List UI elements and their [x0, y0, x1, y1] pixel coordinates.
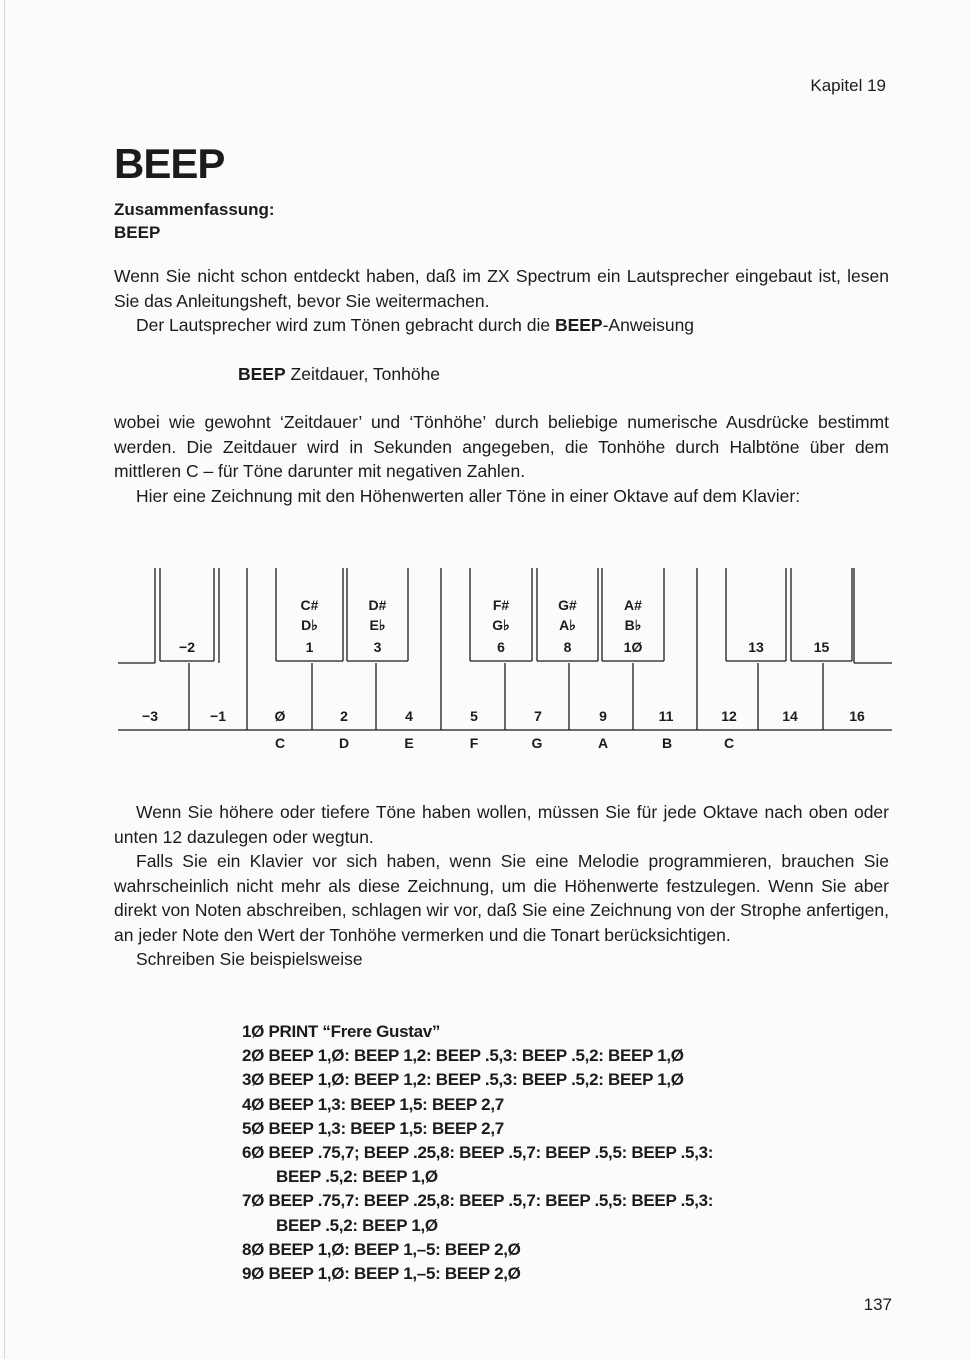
intro-paragraph-1: Wenn Sie nicht schon entdeckt haben, daß im ZX Spectrum ein Lautsprecher eingebaut ist, lesen Sie das Anleitungsheft, bevor Sie weitermachen.: [114, 266, 889, 311]
after-paragraph-1: Wenn Sie höhere oder tiefere Töne haben wollen, müssen Sie für jede Oktave nach oben oder unten 12 dazulegen oder wegtun.: [114, 802, 889, 847]
program-line-continuation: BEEP .5,2: BEEP 1,Ø: [276, 1215, 438, 1235]
black-key-value: 15: [813, 639, 830, 655]
sharp-label: C#: [300, 597, 319, 613]
white-key-value: −3: [142, 708, 158, 724]
black-key: [276, 568, 343, 661]
note-name: F: [469, 735, 479, 751]
after-paragraph-2: Falls Sie ein Klavier vor sich haben, wenn Sie eine Melodie programmieren, brauchen Sie wahrscheinlich nicht mehr als diese Zeichnung, um die Höhenwerte festzulegen. Wenn Sie aber direkt von Noten abschreiben, schlagen wir vor, daß Sie eine Zeichnung von der Strophe anfertigen, an jeder Note den Wert der Tonhöhe vermerken und die Tonart berücksichtigen.: [114, 851, 889, 945]
explanation-paragraph-2: Hier eine Zeichnung mit den Höhenwerten aller Töne in einer Oktave auf dem Klavier:: [136, 485, 801, 506]
black-key: [347, 568, 408, 661]
after-text: [114, 800, 889, 972]
white-key-value: 9: [599, 708, 607, 724]
program-line: 2Ø BEEP 1,Ø: BEEP 1,2: BEEP .5,3: BEEP .5,2: BEEP 1,Ø: [242, 1046, 684, 1066]
black-key: [791, 568, 852, 661]
syntax-args: Zeitdauer, Tonhöhe: [285, 364, 441, 384]
note-name: G: [531, 735, 543, 751]
sharp-label: D#: [368, 597, 387, 613]
black-key: [602, 568, 664, 661]
program-line: 7Ø BEEP .75,7: BEEP .25,8: BEEP .5,7: BEEP .5,5: BEEP .5,3:: [242, 1191, 714, 1211]
sharp-label: F#: [492, 597, 510, 613]
black-key: [160, 568, 214, 661]
note-name: B: [661, 735, 673, 751]
note-name: A: [597, 735, 609, 751]
chapter-label: Kapitel 19: [810, 76, 886, 95]
summary-keyword: BEEP: [114, 223, 161, 242]
black-key-value: 3: [373, 639, 382, 655]
intro-paragraph-2: Der Lautsprecher wird zum Tönen gebracht durch die BEEP-Anweisung: [136, 315, 695, 335]
white-key-value: 2: [340, 708, 348, 724]
program-line: 1Ø PRINT “Frere Gustav”: [242, 1022, 441, 1041]
white-key-value: 16: [849, 708, 865, 724]
note-name: C: [723, 735, 735, 751]
note-name: C: [274, 735, 286, 751]
white-key-value: 12: [721, 708, 737, 724]
program-line: 5Ø BEEP 1,3: BEEP 1,5: BEEP 2,7: [242, 1118, 504, 1138]
sharp-label: G#: [558, 597, 577, 613]
program-line: 8Ø BEEP 1,Ø: BEEP 1,–5: BEEP 2,Ø: [242, 1239, 521, 1259]
program-line: 9Ø BEEP 1,Ø: BEEP 1,–5: BEEP 2,Ø: [242, 1264, 521, 1284]
beep-keyword: BEEP: [554, 315, 603, 335]
after-paragraph-3: Schreiben Sie beispielsweise: [136, 949, 363, 969]
explanation-paragraph-1: wobei wie gewohnt ‘Zeitdauer’ und ‘Tönhöhe’ durch beliebige numerische Ausdrücke bestimmt werden. Die Zeitdauer wird in Sekunden angegeben, die Tonhöhe durch Halbtöne über dem mittleren C – für Töne darunter mit negativen Zahlen.: [114, 412, 889, 481]
black-key-value: 1: [305, 639, 314, 655]
page-number: 137: [863, 1295, 892, 1314]
page-title: BEEP: [114, 140, 225, 187]
program-line: 3Ø BEEP 1,Ø: BEEP 1,2: BEEP .5,3: BEEP .5,2: BEEP 1,Ø: [242, 1070, 684, 1090]
black-keys: [160, 568, 852, 661]
sharp-label: A#: [624, 597, 642, 613]
note-name: D: [338, 735, 350, 751]
white-key-value: −1: [210, 708, 226, 724]
white-key-value: 4: [405, 708, 413, 724]
white-key-value: 11: [658, 708, 674, 724]
program-line-continuation: BEEP .5,2: BEEP 1,Ø: [276, 1167, 438, 1187]
black-key-value: −2: [179, 639, 195, 655]
flat-label: B♭: [624, 617, 642, 633]
note-name: E: [404, 735, 414, 751]
program-line: 6Ø BEEP .75,7; BEEP .25,8: BEEP .5,7: BEEP .5,5: BEEP .5,3:: [242, 1143, 714, 1163]
note-names: [275, 735, 734, 751]
flat-label: D♭: [301, 617, 318, 633]
black-key-value: 1Ø: [623, 639, 643, 655]
black-key: [470, 568, 532, 661]
black-key-value: 6: [497, 639, 505, 655]
white-key-value: 7: [534, 708, 542, 724]
black-key-value: 8: [563, 639, 572, 655]
flat-label: G♭: [492, 617, 510, 633]
white-key-value: Ø: [274, 708, 286, 724]
program-line: 4Ø BEEP 1,3: BEEP 1,5: BEEP 2,7: [242, 1094, 504, 1114]
flat-label: A♭: [559, 617, 576, 633]
keyboard-frame: [118, 568, 892, 730]
white-key-value: 5: [470, 708, 478, 724]
white-key-values: [142, 708, 865, 724]
program-listing: [242, 1020, 713, 1286]
syntax-keyword: BEEP: [238, 364, 286, 384]
flat-label: E♭: [369, 617, 386, 633]
black-key-value: 13: [748, 639, 764, 655]
black-key: [726, 568, 786, 661]
black-key: [537, 568, 598, 661]
summary-heading: Zusammenfassung:: [114, 200, 275, 219]
white-key-value: 14: [782, 708, 798, 724]
